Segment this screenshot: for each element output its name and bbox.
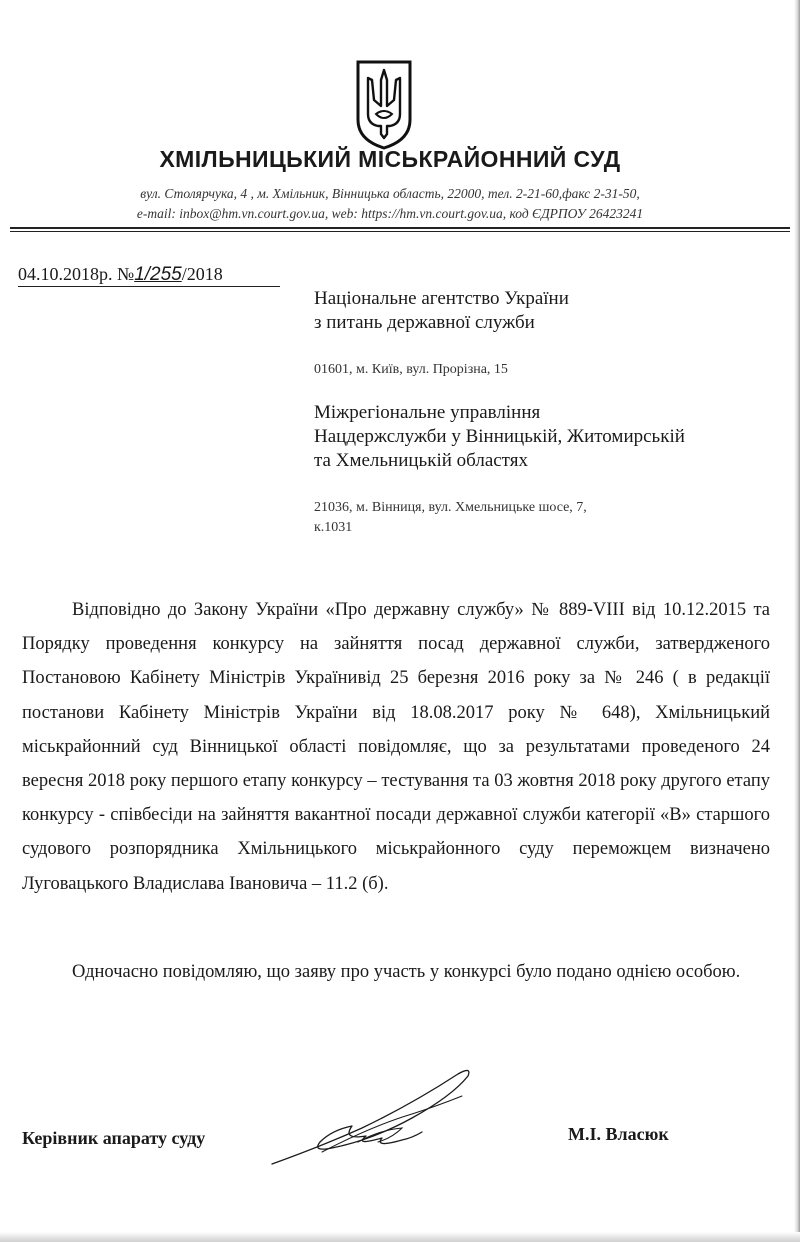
recipient-address-line: к.1031 (314, 520, 353, 535)
recipient-2 (314, 401, 685, 473)
registration-number: 1/255 (134, 264, 182, 285)
registration-year: /2018 (181, 264, 223, 284)
coat-of-arms-icon (354, 58, 414, 150)
court-name-heading: ХМІЛЬНИЦЬКИЙ МІСЬКРАЙОННИЙ СУД (159, 146, 621, 172)
recipient-address-line: 21036, м. Вінниця, вул. Хмельницьке шосе, 7, (314, 500, 587, 515)
header-divider-thick (10, 227, 790, 229)
recipient-2-address (314, 498, 587, 538)
court-address-line: вул. Столярчука, 4 , м. Хмільник, Вінницька область, 22000, тел. 2-21-60,факс 2-31-50, (140, 186, 640, 201)
registration-underline (18, 286, 280, 287)
recipient-address-line: 01601, м. Київ, вул. Прорізна, 15 (314, 362, 508, 377)
registration-line (18, 264, 223, 286)
body-paragraph-2: Одночасно повідомляю, що заяву про участь у конкурсі було подано однією особою. (72, 962, 741, 982)
recipient-1-address (314, 360, 508, 380)
recipient-line: Міжрегіональне управління (314, 402, 541, 423)
signatory-name: М.І. Власюк (568, 1124, 669, 1144)
recipient-1 (314, 287, 569, 335)
scan-bottom-edge (0, 1232, 800, 1242)
recipient-line: та Хмельницькій областях (314, 450, 528, 471)
recipient-line: Нацдержслужби у Вінницькій, Житомирській (314, 426, 685, 447)
court-contact-line: e-mail: inbox@hm.vn.court.gov.ua, web: https://hm.vn.court.gov.ua, код ЄДРПОУ 26423241 (136, 206, 644, 221)
handwritten-signature (262, 1056, 492, 1176)
recipient-line: з питань державної служби (314, 312, 535, 333)
body-paragraph-1: Відповідно до Закону України «Про державну службу» № 889-VIII від 10.12.2015 та Порядку проведення конкурсу на зайняття посад державної служби, затвердженого Постановою Кабінету Міністрів Українивід 25 березня 2016 року за № 246 ( в редакції постанови Кабінету Міністрів України від 18.08.2017 року № 648), Хмільницький міськрайонний суд Вінницької області повідомляє, що за результатами проведеного 24 вересня 2018 року першого етапу конкурсу – тестування та 03 жовтня 2018 року другого етапу конкурсу - співбесіди на зайняття вакантної посади державної служби категорії «В» старшого судового розпорядника Хмільницького міськрайонного суду переможцем визначено Луговацького Владислава Івановича – 11.2 (б). (22, 600, 770, 894)
recipient-line: Національне агентство України (314, 288, 569, 309)
header-divider-thin (10, 231, 790, 232)
registration-date: 04.10.2018р. № (18, 264, 135, 284)
scan-edge-shadow (794, 0, 800, 1242)
signatory-title: Керівник апарату суду (22, 1128, 206, 1148)
